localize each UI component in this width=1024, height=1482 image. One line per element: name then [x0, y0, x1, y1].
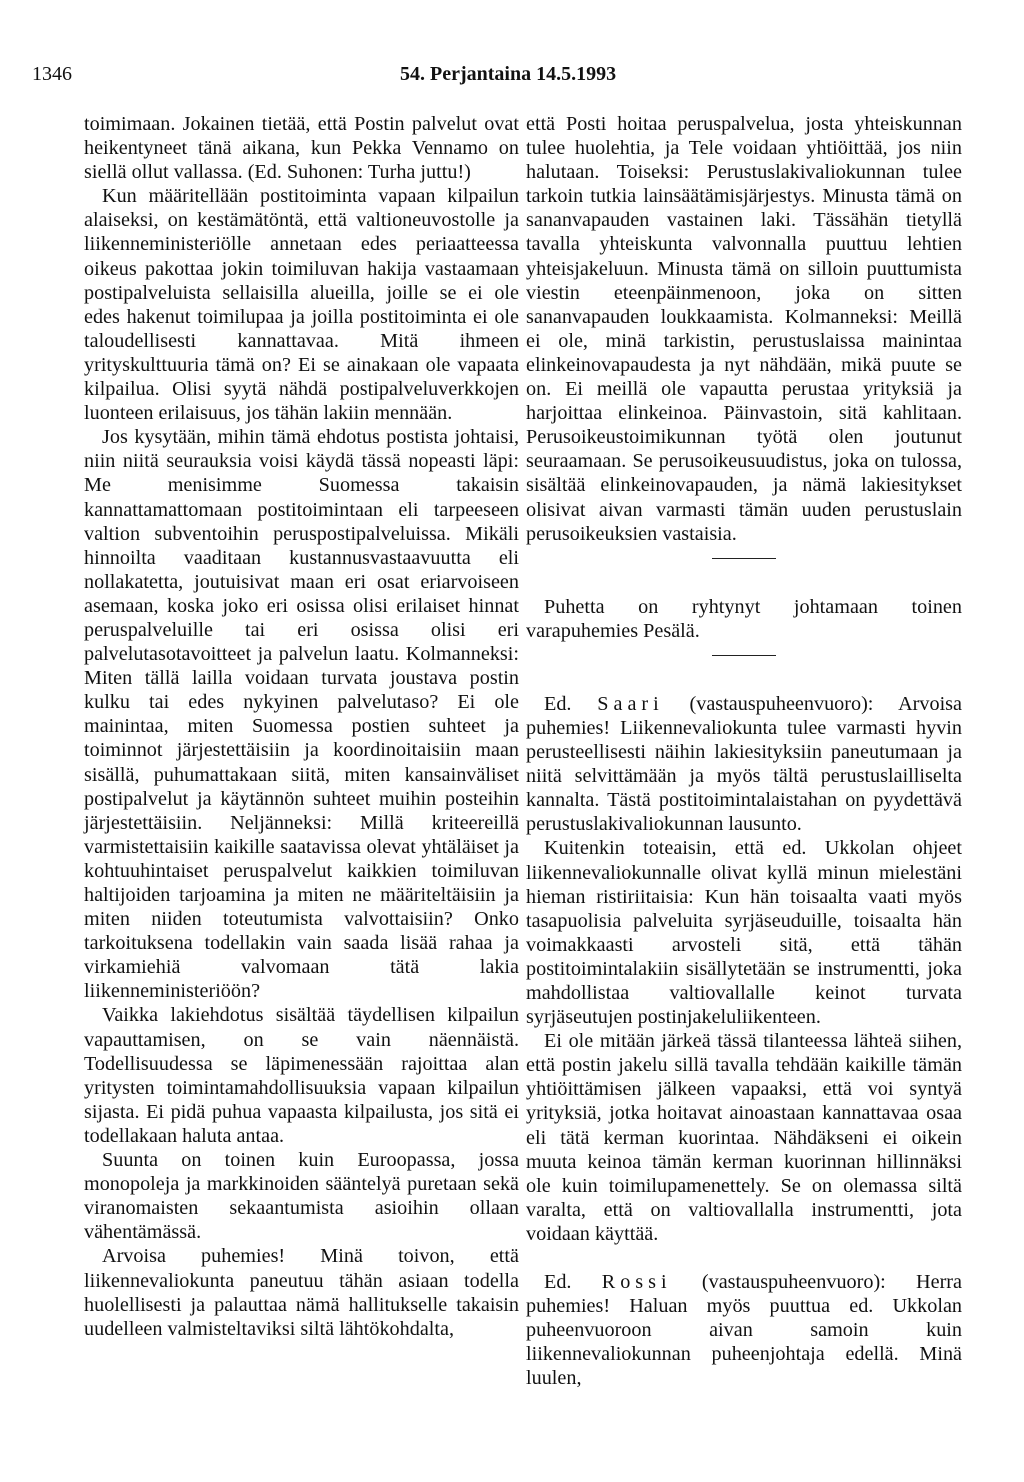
left-paragraph-1: toimimaan. Jokainen tietää, että Postin palvelut ovat heikentyneet tänä aikana, kun Pekka Vennamo on siellä ollut vallassa. (Ed. Suhonen: Turha juttu!): [84, 113, 519, 184]
spacer: [526, 571, 962, 595]
spacer: [526, 1246, 962, 1270]
speaker-prefix: Ed.: [544, 692, 572, 715]
speech-text: (vastauspuheenvuoro): Herra puhemies! Haluan myös puuttua ed. Ukkolan puheenvuoroon aivan samoin kuin liikennevaliokunnan puheenjohtaja edellä. Minä luulen,: [526, 1271, 962, 1390]
right-column: [526, 112, 962, 1391]
left-paragraph-6: Arvoisa puhemies! Minä toivon, että liikennevaliokunta paneutuu tähän asiaan todella huolellisesti ja palauttaa nämä hallitukselle takaisin uudelleen valmisteltaviksi siltä lähtökohdalta,: [84, 1245, 519, 1340]
speaker-prefix: Ed.: [544, 1271, 572, 1294]
speech-text: (vastauspuheenvuoro): Arvoisa puhemies! Liikennevaliokunta tulee varmasti hyvin perusteellisesti näihin lakiesityksiin paneutumaan ja niitä selvittämään ja myös tältä perustuslailliselta kannalta. Tästä postitoimintalaistahan on pyydettävä perustuslakivaliokunnan lausunto.: [526, 692, 962, 836]
speaker-name-rossi: Rossi: [601, 1271, 672, 1294]
speech-rossi: [526, 1270, 962, 1390]
right-paragraph-4: Ei ole mitään järkeä tässä tilanteessa lähteä siihen, että postin jakelu sillä tavalla tehdään kaikille tämän yhtiöittämisen jälkeen vapaaksi, että voi syntyä yrityksiä, jotka hoitavat ainoastaan kannattavaa osaa eli tätä kerman kuorintaa. Nähdäkseni ei oikein muuta keinoa tämän kerman kuorinnan hillinnäksi ole kuin toimilupamenettely. Se on olemassa siltä varalta, että on valtiovallalla instrumentti, jota voidaan käyttää.: [526, 1030, 962, 1245]
running-head: 54. Perjantaina 14.5.1993: [400, 63, 617, 85]
section-divider: [712, 655, 776, 656]
left-paragraph-5: Suunta on toinen kuin Euroopassa, jossa monopoleja ja markkinoiden sääntelyä puretaan sekä viranomaisten sekaantumista asioihin ollaan vähentämässä.: [84, 1149, 519, 1244]
section-divider: [712, 558, 776, 559]
speech-saari: [526, 692, 962, 837]
page-number: 1346: [32, 63, 72, 85]
left-paragraph-4: Vaikka lakiehdotus sisältää täydellisen kilpailun vapauttamisen, on se vain näennäistä. Todellisuudessa se läpimenessään rajoittaa alan yritysten toimintamahdollisuuksia vapaan kilpailun sijasta. Ei pidä puhua vapaasta kilpailusta, jos sitä ei todellakaan haluta antaa.: [84, 1004, 519, 1147]
left-paragraph-2: Kun määritellään postitoiminta vapaan kilpailun alaiseksi, on kestämätöntä, että valtioneuvostolle ja liikenneministeriölle annetaan edes periaatteessa oikeus pakottaa jokin toimiluvan hakija vastaamaan postipalveluista sellaisilla alueilla, joille se ei ole edes hakenut toimilupaa ja joilla postitoiminta ei ole taloudellisesti kannattavaa. Mitä ihmeen yrityskulttuuria tämä on? Ei se ainakaan ole vapaata kilpailua. Olisi syytä nähdä postipalveluverkkojen luonteen erilaisuus, jos tähän lakiin mennään.: [84, 185, 519, 425]
speaker-name-saari: Saari: [597, 692, 664, 715]
spacer: [526, 668, 962, 692]
left-paragraph-3: Jos kysytään, mihin tämä ehdotus postista johtaisi, niin niitä seurauksia voisi käydä tässä nopeasti läpi: Me menisimme Suomessa takaisin kannattamattomaan postitoimintaan eli tarpeeseen valtion subventoihin peruspostipalveluissa. Mikäli hinnoilta vaaditaan kustannusvastaavuutta eli nollakatetta, joutuisivat maan eri osat eriarvoiseen asemaan, koska joko eri osissa olisi erilaiset hinnat peruspalveluille tai eri osissa olisi eri palvelutasotavoitteet ja palvelun laatu. Kolmanneksi: Miten tällä lailla voidaan turvata joustava postin kulku tai edes nykyinen palvelutaso? Ei ole mainintaa, miten Suomessa postien suhteet ja toiminnot järjestettäisiin ja koordinoitaisiin maan sisällä, puhumattakaan siitä, miten kansainväliset postipalvelut ja käytännön suhteet muihin posteihin järjestettäisiin. Neljänneksi: Millä kriteereillä varmistettaisiin kaikille saatavissa olevat yhtäläiset ja kohtuuhintaiset peruspalvelut kaikkien toimiluvan haltijoiden tarjoamina ja miten ne määriteltäisiin ja miten niiden toteutumista valvottaisiin? Onko tarkoituksena todellakin vain saada lisää rahaa ja virkamiehiä valvomaan tätä lakia liikenneministeriöön?: [84, 426, 519, 1003]
chair-notice: Puhetta on ryhtynyt johtamaan toinen varapuhemies Pesälä.: [526, 595, 962, 642]
left-column: [84, 112, 519, 1341]
right-paragraph-1: että Posti hoitaa peruspalvelua, josta yhteiskunnan tulee huolehtia, ja Tele voidaan yhtiöittää, jos niin halutaan. Toiseksi: Perustuslakivaliokunnan tulee tarkoin tutkia lainsäätämisjärjestys. Minusta tämä on sananvapauden vastainen laki. Tässähän tietyllä tavalla yhteiskunta valvonnalla puuttuu lehtien yhteisjakeluun. Minusta tämä on silloin puuttumista viestin eteenpäinmenoon, joka on sitten sananvapauden loukkaamista. Kolmanneksi: Meillä ei ole, minä tarkistin, perustuslaissa mainintaa elinkeinovapaudesta ja nyt nähdään, mikä puute se on. Ei meillä ole vapautta perustaa yrityksiä ja harjoittaa elinkeinoa. Päinvastoin, sitä kahlitaan. Perusoikeustoimikunnan työtä olen joutunut seuraamaan. Se perusoikeusuudistus, joka on tulossa, sisältää elinkeinovapauden, ja nämä lakiesitykset olisivat aivan varmasti tämän uuden perustuslain perusoikeuksien vastaisia.: [526, 113, 962, 545]
right-paragraph-3: Kuitenkin toteaisin, että ed. Ukkolan ohjeet liikennevaliokunnalle olivat kyllä minun mielestäni hieman ristiriitaisia: Kun hän toisaalta vaati myös tasapuolisia palveluita syrjäseuduille, toisaalta hän voimakkaasti arvosteli sitä, että tähän postitoimintalakiin sisällytetään se instrumentti, joka mahdollistaa valtiovallalle keinot turvata syrjäseutujen postinjakeluliikenteen.: [526, 837, 962, 1029]
